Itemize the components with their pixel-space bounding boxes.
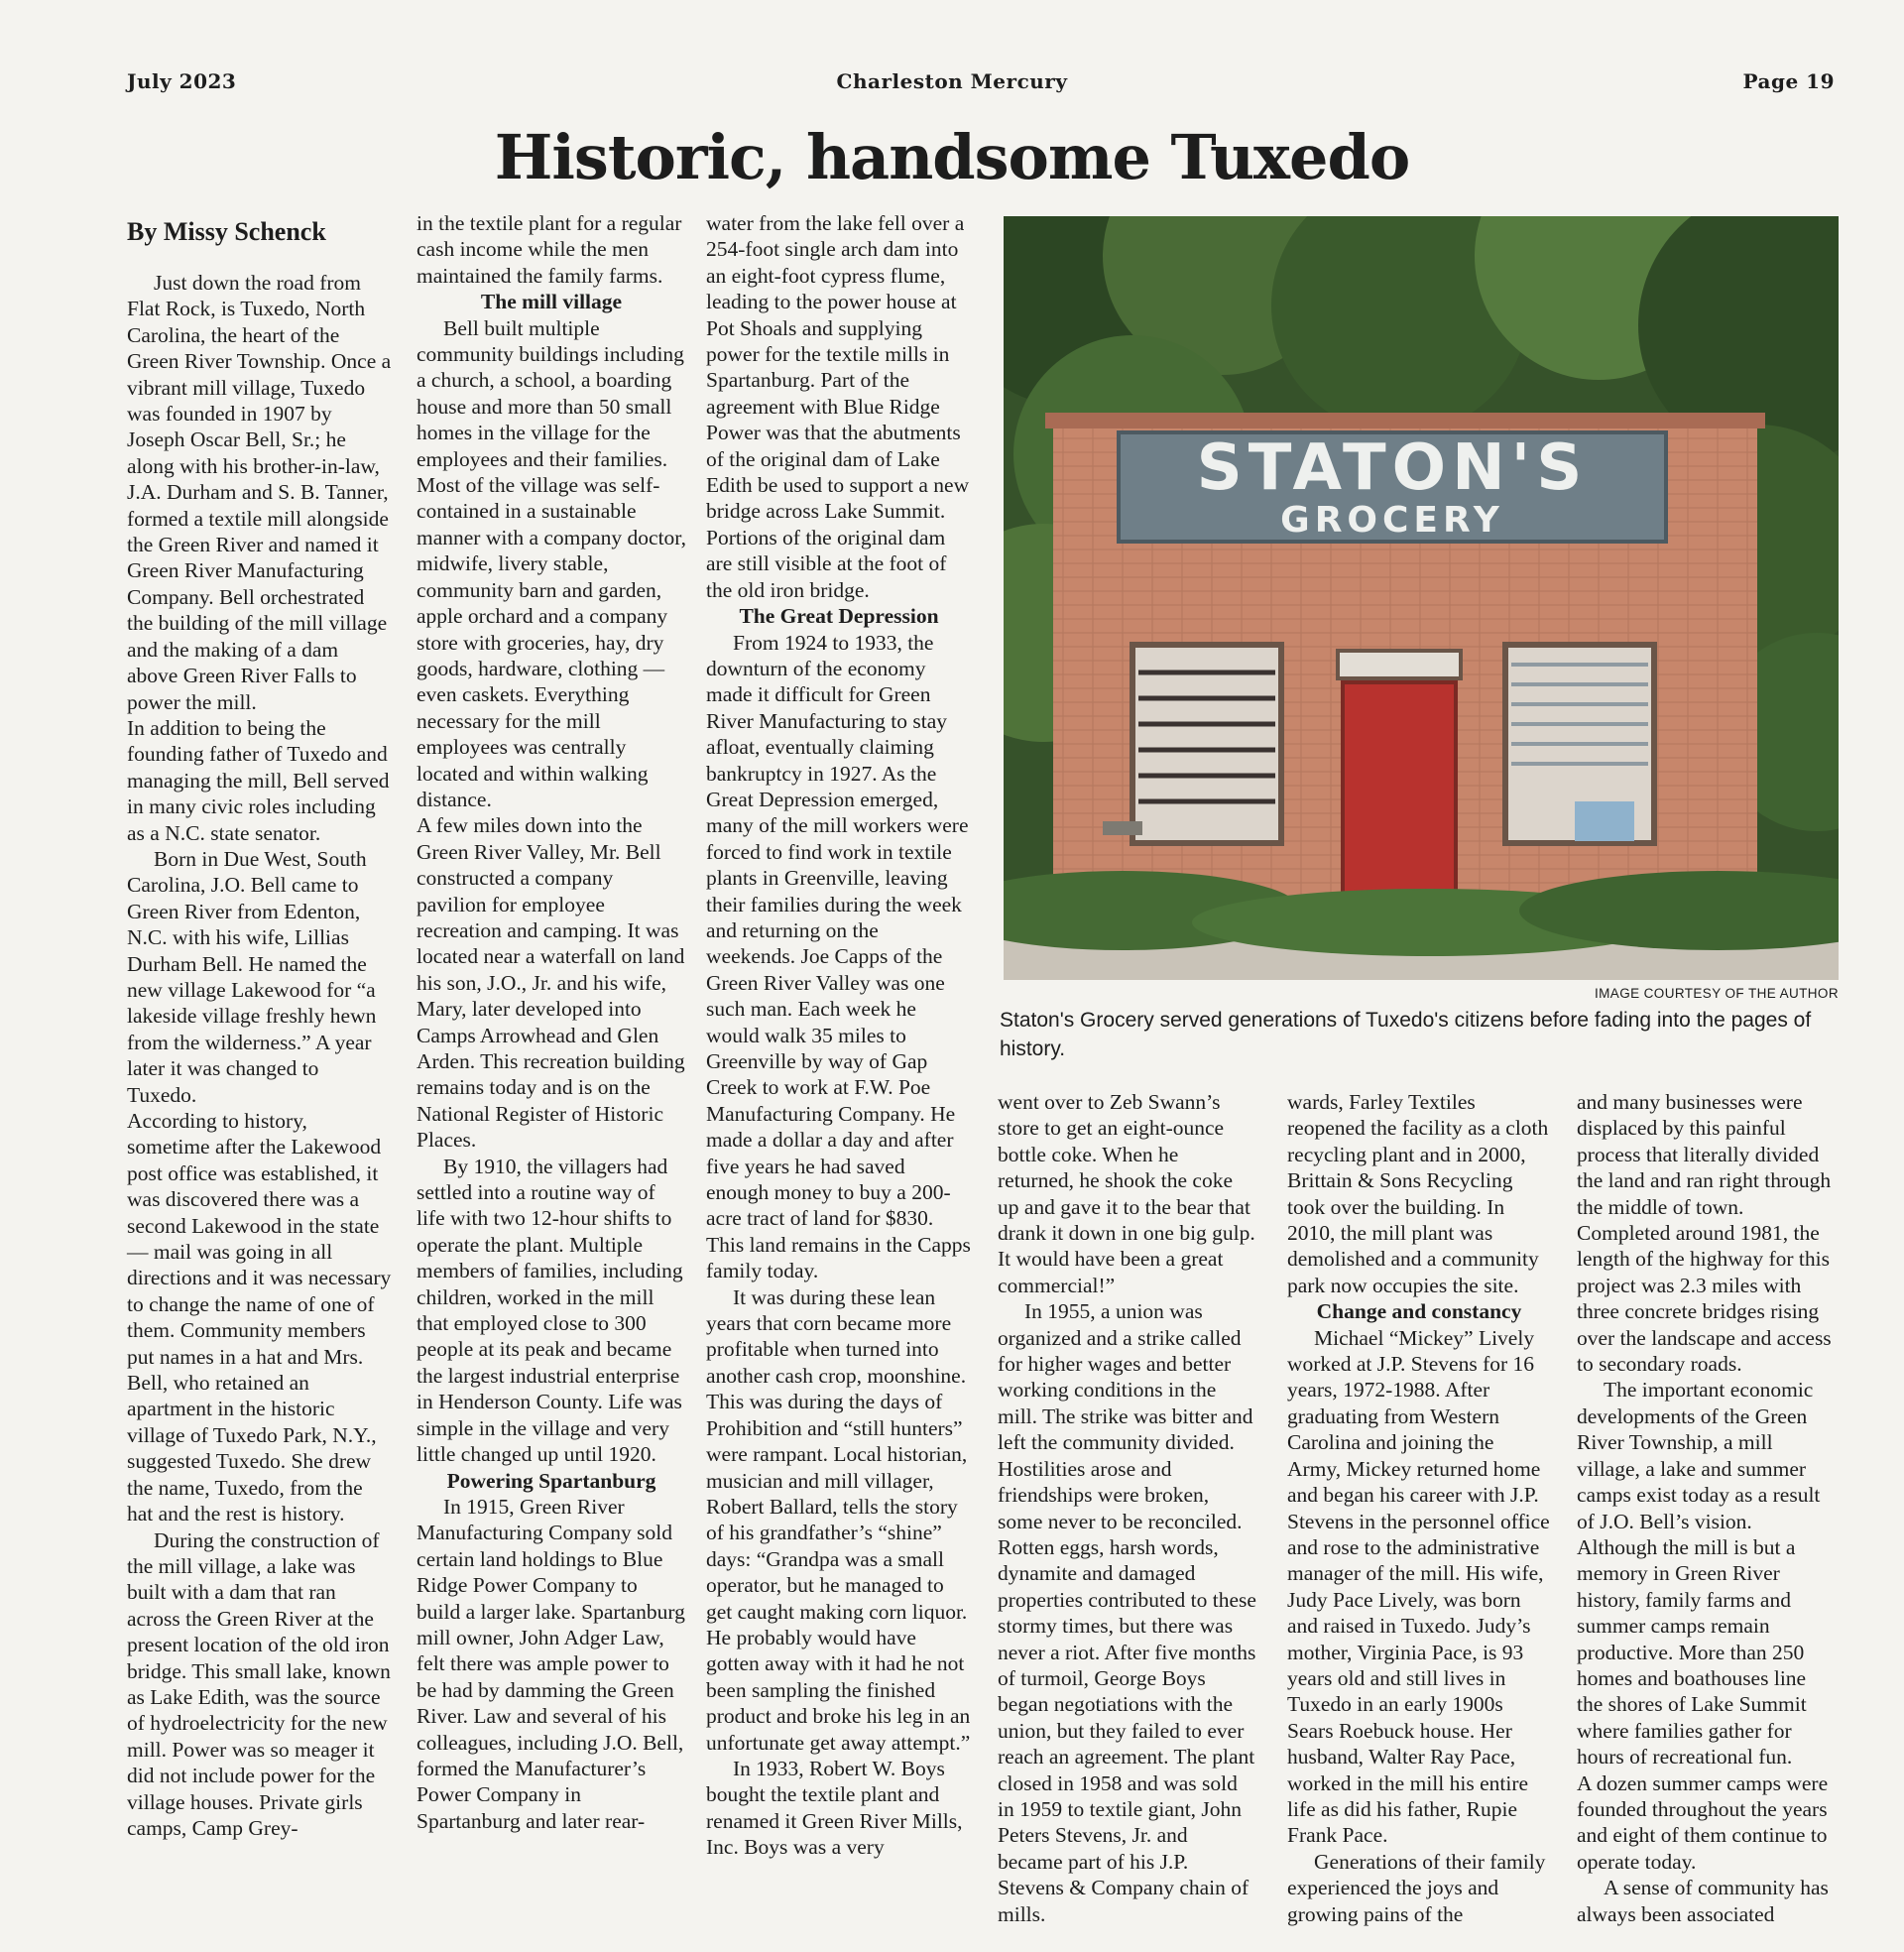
paragraph: wards, Farley Textiles reopened the facility as a cloth recycling plant and in 2000, Brittain & Sons Recycling took over the building. In 2010, the mill plant was demolished and a community park now occupies the site. [1287, 1090, 1549, 1297]
article-column-6 [1577, 1089, 1837, 1927]
article-headline: Historic, handsome Tuxedo [494, 121, 1410, 193]
paragraph: Bell built multiple community buildings including a church, a school, a boarding house and more than 50 small homes in the village for the employees and their families. Most of the village was self-contained in a sustainable manner with a company doctor, midwife, livery stable, community barn and garden, apple orchard and a company store with groceries, hay, dry goods, hardware, clothing — even caskets. Everything necessary for the mill employees was centrally located and within walking distance. [416, 315, 686, 811]
paragraph: During the construction of the mill village, a lake was built with a dam that ran across the Green River at the present location of the old iron bridge. This small lake, known as Lake Edith, was the source of hydroelectricity for the new mill. Power was so meager it did not include power for the village houses. Private girls camps, Camp Grey- [127, 1527, 391, 1840]
paragraph: Born in Due West, South Carolina, J.O. Bell came to Green River from Edenton, N.C. with his wife, Lillias Durham Bell. He named the new village Lakewood for “a lakeside village freshly hewn from the wilderness.” A year later it was changed to Tuxedo. [127, 846, 377, 1107]
grocery-illustration [1004, 216, 1839, 980]
article-column-4 [998, 1089, 1257, 1927]
paragraph: A sense of community has always been associated [1577, 1876, 1829, 1926]
subhead-powering-spartanburg: Powering Spartanburg [446, 1468, 656, 1493]
article-photo-statons-grocery [1004, 216, 1839, 980]
paragraph: A dozen summer camps were founded throughout the years and eight of them continue to operate today. [1577, 1770, 1829, 1874]
paragraph: Although the mill is but a memory in Green River history, family farms and summer camps remain productive. More than 250 homes and boathouses line the shores of Lake Summit where families gather for hours of recreational fun. [1577, 1534, 1807, 1769]
paragraph: In 1955, a union was organized and a strike called for higher wages and better working conditions in the mill. The strike was bitter and left the community divided. Hostilities arose and friendships were broken, some never to be reconciled. Rotten eggs, harsh words, dynamite and damaged properties contributed to these stormy times, but there was never a riot. After five months of turmoil, George Boys began negotiations with the union, but they failed to ever reach an agreement. The plant closed in 1958 and was sold in 1959 to textile giant, John Peters Stevens, Jr. and became part of his J.P. Stevens & Company chain of mills. [998, 1299, 1256, 1926]
sign-line-2: GROCERY [1280, 500, 1504, 541]
article-column-5 [1287, 1089, 1551, 1927]
paragraph: By 1910, the villagers had settled into a routine way of life with two 12-hour shifts to operate the plant. Multiple members of families, including children, worked in the mill that employed close to 300 people at its peak and became the largest industrial enterprise in Henderson County. Life was simple in the village and very little changed up until 1920. [416, 1154, 683, 1467]
paragraph: and many businesses were displaced by this painful process that literally divided the land and ran right through the middle of town. Completed around 1981, the length of the highway for this project was 2.3 miles with three concrete bridges rising over the landscape and access to secondary roads. [1577, 1090, 1832, 1377]
photo-credit: IMAGE COURTESY OF THE AUTHOR [1595, 986, 1839, 1001]
issue-date: July 2023 [127, 69, 237, 93]
grocery-building [1045, 413, 1765, 920]
article-column-3 [706, 210, 972, 1861]
paragraph: A few miles down into the Green River Valley, Mr. Bell constructed a company pavilion for employee recreation and camping. It was located near a waterfall on land his son, J.O., Jr. and his wife, Mary, later developed into Camps Arrowhead and Glen Arden. This recreation building remains today and is on the National Register of Historic Places. [416, 813, 685, 1153]
paragraph: went over to Zeb Swann’s store to get an eight-ounce bottle coke. When he returned, he shook the coke up and gave it to the bear that drank it down in one big gulp. It would have been a great commercial!” [998, 1090, 1255, 1297]
article-column-1 [127, 210, 393, 1841]
paragraph: In 1915, Green River Manufacturing Company sold certain land holdings to Blue Ridge Power Company to build a larger lake. Spartanburg mill owner, John Adger Law, felt there was ample power to be had by damming the Green River. Law and several of his colleagues, including J.O. Bell, formed the Manufacturer’s Power Company in Spartanburg and later rear- [416, 1494, 685, 1833]
paragraph: water from the lake fell over a 254-foot single arch dam into an eight-foot cypress flume, leading to the power house at Pot Shoals and supplying power for the textile mills in Spartanburg. Part of the agreement with Blue Ridge Power was that the abutments of the original dam of Lake Edith be used to support a new bridge across Lake Summit. Portions of the original dam are still visible at the foot of the old iron bridge. [706, 211, 970, 602]
paragraph: From 1924 to 1933, the downturn of the economy made it difficult for Green River Manufacturing to stay afloat, eventually claiming bankruptcy in 1927. As the Great Depression emerged, many of the mill workers were forced to find work in textile plants in Greenville, leaving their families during the week and returning on the weekends. Joe Capps of the Green River Valley was one such man. Each week he would walk 35 miles to Greenville by way of Gap Creek to work at F.W. Poe Manufacturing Company. He made a dollar a day and after five years he had saved enough money to buy a 200-acre tract of land for $830. This land remains in the Capps family today. [706, 630, 971, 1283]
paragraph: According to history, sometime after the Lakewood post office was established, it was discovered there was a second Lakewood in the state — mail was going in all directions and it was necessary to change the name of one of them. Community members put names in a hat and Mrs. Bell, who retained an apartment in the historic village of Tuxedo Park, N.Y., suggested Tuxedo. She drew the name, Tuxedo, from the hat and the rest is history. [127, 1109, 392, 1526]
paragraph: in the textile plant for a regular cash income while the men maintained the family farms. [416, 211, 682, 288]
photo-caption: Staton's Grocery served generations of Tuxedo's citizens before fading into the pages of history. [1000, 1009, 1812, 1060]
sign-line-1: STATON'S [1196, 431, 1589, 505]
subhead-change-and-constancy: Change and constancy [1316, 1299, 1522, 1324]
paragraph: Just down the road from Flat Rock, is Tuxedo, North Carolina, the heart of the Green River Township. Once a vibrant mill village, Tuxedo was founded in 1907 by Joseph Oscar Bell, Sr.; he along with his brother-in-law, J.A. Durham and S. B. Tanner, formed a textile mill alongside the Green River and named it Green River Manufacturing Company. Bell orchestrated the building of the mill village and the making of a dam above Green River Falls to power the mill. [127, 271, 392, 714]
publication-name: Charleston Mercury [836, 69, 1068, 93]
paragraph: In 1933, Robert W. Boys bought the textile plant and renamed it Green River Mills, Inc. Boys was a very [706, 1756, 963, 1860]
article-column-2 [416, 210, 686, 1834]
byline: By Missy Schenck [127, 217, 326, 246]
subhead-mill-village: The mill village [480, 290, 623, 314]
subhead-great-depression: The Great Depression [739, 604, 939, 629]
paragraph: Michael “Mickey” Lively worked at J.P. Stevens for 16 years, 1972-1988. After graduating from Western Carolina and joining the Army, Mickey returned home and began his career with J.P. Stevens in the personnel office and rose to the administrative manager of the mill. His wife, Judy Pace Lively, was born and raised in Tuxedo. Judy’s mother, Virginia Pace, is 93 years old and still lives in Tuxedo in an early 1900s Sears Roebuck house. Her husband, Walter Ray Pace, worked in the mill his entire life as did his father, Rupie Frank Pace. [1287, 1325, 1550, 1848]
paragraph: Generations of their family experienced the joys and growing pains of the [1287, 1849, 1546, 1926]
paragraph: In addition to being the founding father of Tuxedo and managing the mill, Bell served in many civic roles including as a N.C. state senator. [127, 715, 390, 845]
paragraph: It was during these lean years that corn became more profitable when turned into another cash crop, moonshine. This was during the days of Prohibition and “still hunters” were rampant. Local historian, musician and mill villager, Robert Ballard, tells the story of his grandfather’s “shine” days: “Grandpa was a small operator, but he managed to get caught making corn liquor. He probably would have gotten away with it had he not been sampling the finished product and broke his leg in an unfortunate get away attempt.” [706, 1284, 971, 1755]
paragraph: The important economic developments of the Green River Township, a mill village, a lake and summer camps exist today as a result of J.O. Bell’s vision. [1577, 1378, 1821, 1533]
page-number: Page 19 [1742, 69, 1835, 93]
